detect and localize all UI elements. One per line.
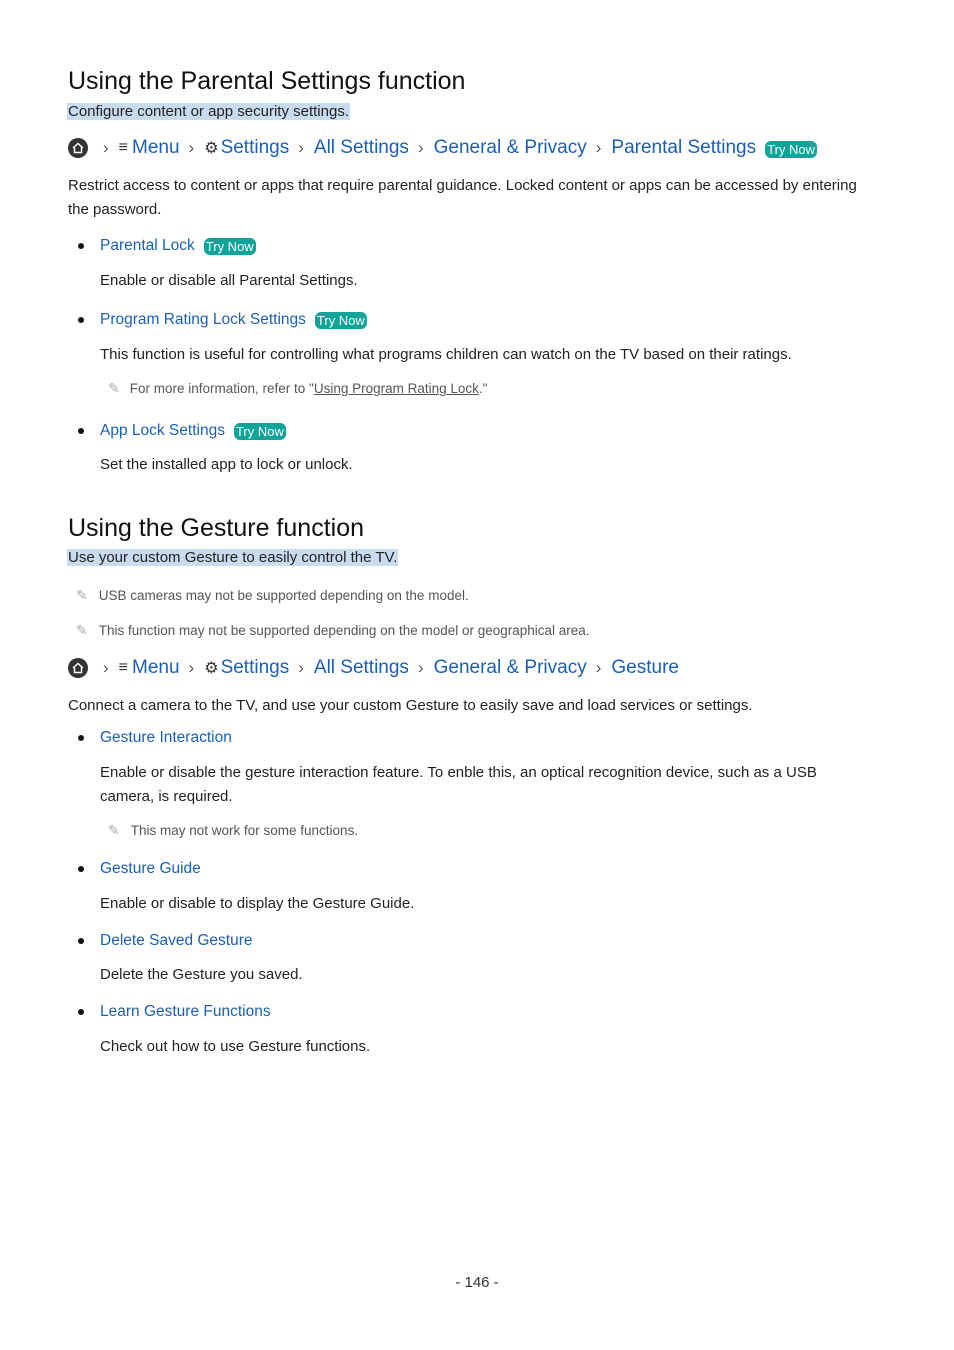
note — [76, 587, 469, 604]
breadcrumb-parental-settings[interactable]: Parental Settings — [611, 137, 757, 158]
breadcrumb-settings[interactable]: Settings — [220, 137, 290, 158]
item-description: Enable or disable to display the Gesture Guide. — [100, 895, 415, 912]
chevron-right-icon: › — [298, 138, 304, 157]
home-icon[interactable] — [68, 138, 88, 158]
program-rating-lock-link[interactable]: Program Rating Lock Settings — [100, 311, 306, 328]
parental-lock-link[interactable]: Parental Lock — [100, 237, 195, 254]
note — [76, 622, 590, 639]
item-description: Check out how to use Gesture functions. — [100, 1038, 371, 1055]
delete-saved-gesture-link[interactable]: Delete Saved Gesture — [100, 932, 253, 949]
chevron-right-icon: › — [595, 658, 602, 677]
section-subtitle-gesture: Use your custom Gesture to easily control the TV. — [68, 549, 398, 566]
chevron-right-icon: › — [298, 658, 304, 677]
breadcrumb-menu[interactable]: Menu — [132, 137, 180, 158]
gear-icon: ⚙ — [204, 140, 219, 157]
bullet — [78, 317, 84, 323]
bullet — [78, 243, 84, 249]
pencil-icon: ✎ — [76, 587, 88, 603]
learn-gesture-functions-link[interactable]: Learn Gesture Functions — [100, 1003, 271, 1020]
pencil-icon: ✎ — [76, 622, 88, 638]
breadcrumb-gesture — [68, 657, 679, 679]
item-description: This function is useful for controlling what programs children can watch on the TV based on their ratings. — [100, 346, 792, 363]
program-rating-lock-ref-link[interactable]: Using Program Rating Lock — [313, 381, 479, 396]
note-text: This function may not be supported depending on the model or geographical area. — [98, 623, 590, 638]
note — [108, 822, 358, 839]
note-prefix: For more information, refer to " — [129, 381, 314, 396]
section-description-gesture: Connect a camera to the TV, and use your custom Gesture to easily save and load services or settings. — [68, 697, 753, 714]
section-title-parental: Using the Parental Settings function — [68, 67, 466, 95]
pencil-icon: ✎ — [108, 380, 120, 396]
chevron-right-icon: › — [103, 138, 109, 157]
chevron-right-icon: › — [103, 658, 109, 677]
note-text: USB cameras may not be supported depending on the model. — [98, 588, 469, 603]
section-description-parental: Restrict access to content or apps that require parental guidance. Locked content or apps can be accessed by entering the password. — [68, 177, 857, 218]
section-title-gesture: Using the Gesture function — [68, 514, 364, 542]
app-lock-settings-link[interactable]: App Lock Settings — [100, 422, 225, 439]
note-suffix: ." — [478, 381, 488, 396]
bullet — [78, 428, 84, 434]
section-subtitle-parental: Configure content or app security settings. — [68, 103, 349, 120]
try-now-badge[interactable]: Try Now — [235, 423, 284, 439]
try-now-badge[interactable]: Try Now — [316, 312, 365, 328]
chevron-right-icon: › — [188, 138, 195, 157]
breadcrumb-menu[interactable]: Menu — [132, 657, 180, 678]
list-item — [100, 422, 286, 440]
list-item — [100, 237, 256, 255]
breadcrumb-gesture[interactable]: Gesture — [611, 657, 679, 678]
try-now-badge[interactable]: Try Now — [205, 238, 254, 254]
gesture-interaction-link[interactable]: Gesture Interaction — [100, 729, 232, 746]
breadcrumb-general-privacy[interactable]: General & Privacy — [433, 657, 587, 678]
page-number: - 146 - — [455, 1274, 499, 1291]
item-description: Enable or disable all Parental Settings. — [100, 272, 358, 289]
chevron-right-icon: › — [417, 138, 424, 157]
chevron-right-icon: › — [417, 658, 424, 677]
gear-icon: ⚙ — [204, 660, 219, 677]
item-description: Delete the Gesture you saved. — [100, 966, 303, 983]
chevron-right-icon: › — [595, 138, 602, 157]
try-now-badge[interactable]: Try Now — [767, 142, 816, 157]
breadcrumb-parental — [68, 137, 817, 159]
bullet — [78, 1009, 84, 1015]
item-description: Set the installed app to lock or unlock. — [100, 456, 353, 473]
bullet — [78, 938, 84, 944]
breadcrumb-settings[interactable]: Settings — [220, 657, 290, 678]
breadcrumb-all-settings[interactable]: All Settings — [313, 657, 409, 678]
menu-icon: ≡ — [118, 659, 129, 676]
bullet — [78, 735, 84, 741]
gesture-guide-link[interactable]: Gesture Guide — [100, 860, 201, 877]
home-icon[interactable] — [68, 658, 88, 678]
item-description: Enable or disable the gesture interaction feature. To enble this, an optical recognition device, such as a USB camera, is required. — [100, 764, 817, 805]
breadcrumb-general-privacy[interactable]: General & Privacy — [433, 137, 587, 158]
list-item — [100, 311, 367, 329]
note — [108, 380, 487, 397]
breadcrumb-all-settings[interactable]: All Settings — [313, 137, 409, 158]
menu-icon: ≡ — [118, 139, 129, 156]
pencil-icon: ✎ — [108, 822, 120, 838]
bullet — [78, 866, 84, 872]
note-text: This may not work for some functions. — [130, 823, 359, 838]
chevron-right-icon: › — [188, 658, 195, 677]
